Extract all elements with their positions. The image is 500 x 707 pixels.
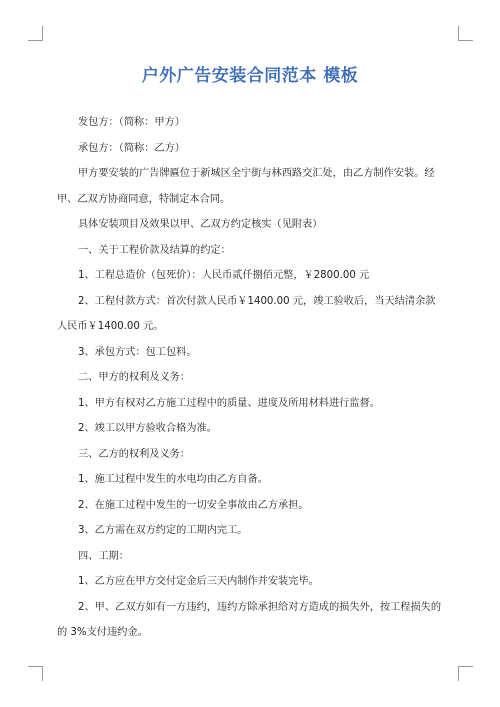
paragraph: 甲方要安装的广告牌匾位于新城区全宁街与林西路交汇处，由乙方制作安装。经 [78, 168, 435, 179]
paragraph: 3、承包方式：包工包料。 [78, 346, 197, 358]
paragraph-continuation: 人民币￥1400.00 元。 [57, 321, 164, 332]
paragraph: 2、竣工以甲方验收合格为准。 [78, 423, 217, 434]
section-heading: 四、工期： [78, 550, 129, 562]
paragraph: 3、乙方需在双方约定的工期内完工。 [78, 525, 248, 536]
section-heading: 三、乙方的权利及义务： [78, 448, 191, 460]
page-corner-mark [28, 666, 43, 681]
paragraph: 2、甲、乙双方如有一方违约，违约方除承担给对方造成的损失外，按工程损失的 [78, 601, 442, 613]
paragraph: 1、乙方应在甲方交付定金后三天内制作并安装完毕。 [78, 576, 319, 587]
paragraph: 1、甲方有权对乙方施工过程中的质量、进度及所用材料进行监督。 [78, 397, 380, 409]
paragraph: 2、工程付款方式：首次付款人民币￥1400.00 元，竣工验收后，当天结清余款 [78, 295, 436, 307]
paragraph: 1、施工过程中发生的水电均由乙方自备。 [78, 474, 268, 485]
paragraph-continuation: 的 3%支付违约金。 [57, 627, 148, 638]
paragraph: 2、在施工过程中发生的一切安全事故由乙方承担。 [78, 499, 309, 511]
section-heading: 二、甲方的权利及义务： [78, 372, 191, 383]
paragraph: 1、工程总造价（包死价）：人民币贰仟捌佰元整，￥2800.00 元 [78, 270, 370, 281]
paragraph: 承包方：（简称：乙方） [78, 142, 185, 154]
section-heading: 一、关于工程价款及结算的约定： [78, 244, 231, 256]
paragraph-continuation: 甲、乙双方协商同意，特制定本合同。 [57, 193, 231, 205]
paragraph: 具体安装项目及效果以甲、乙双方约定核实（见附表） [78, 219, 323, 230]
paragraph: 发包方：（简称：甲方） [78, 117, 185, 128]
page-corner-mark [458, 666, 473, 681]
document-title: 户外广告安装合同范本 模板 [141, 66, 359, 86]
document-body [57, 110, 442, 646]
page-corner-mark [458, 26, 473, 41]
page-corner-mark [28, 26, 43, 41]
